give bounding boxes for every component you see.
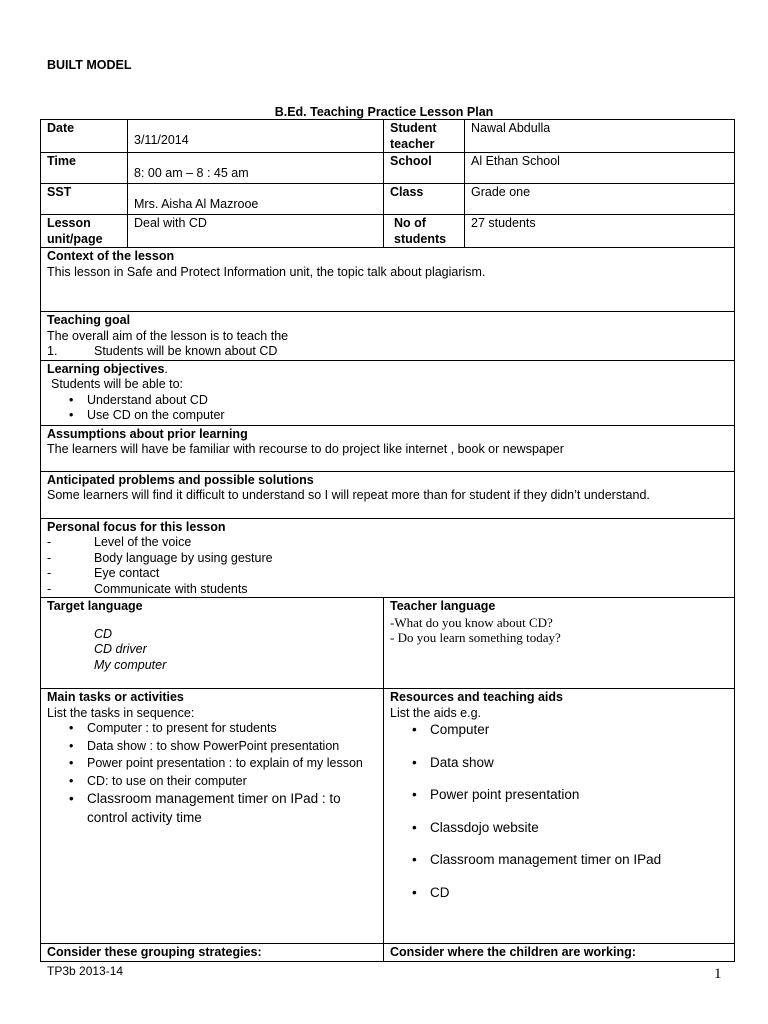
date-value-cell (128, 120, 384, 153)
assumptions-text: The learners will have be familiar with recourse to do project like internet , book or newspaper (47, 442, 564, 456)
sst-label: SST (41, 184, 128, 215)
focus-heading: Personal focus for this lesson (47, 519, 226, 534)
tasks-list-large (47, 789, 377, 827)
tasks-intro: List the tasks in sequence: (47, 705, 195, 720)
tasks-cell (41, 689, 384, 944)
context-cell (41, 248, 735, 312)
row-date (41, 120, 735, 153)
tasks-heading: Main tasks or activities (47, 690, 184, 704)
objectives-heading: Learning objectives (47, 361, 165, 376)
goal-text: Students will be known about CD (94, 344, 278, 358)
list-item: - Level of the voice (47, 535, 728, 551)
row-time (41, 153, 735, 184)
list-item: • Data show : to show PowerPoint presentation (47, 739, 365, 755)
list-item: - Do you learn something today? (390, 630, 561, 645)
list-item: • Power point presentation (390, 786, 728, 804)
assumptions-heading: Assumptions about prior learning (47, 426, 248, 441)
lesson-value: Deal with CD (128, 215, 384, 248)
student-teacher-label: Student teacher (384, 120, 465, 153)
students-label: No of students (384, 215, 465, 248)
lesson-plan-table (40, 119, 735, 962)
resources-cell (384, 689, 735, 944)
focus-cell (41, 518, 735, 598)
list-item: • Computer (390, 721, 728, 739)
list-item: • Computer : to present for students (47, 721, 365, 737)
row-focus (41, 518, 735, 598)
row-objectives (41, 360, 735, 425)
objectives-intro: Students will be able to: (51, 377, 184, 391)
objectives-list (47, 393, 728, 424)
list-item (47, 344, 728, 360)
objectives-cell (41, 360, 735, 425)
time-value-cell (128, 153, 384, 184)
row-context (41, 248, 735, 312)
goal-heading: Teaching goal (47, 313, 131, 327)
list-item: • Power point presentation : to explain of my lesson (47, 756, 365, 772)
list-item: • Classroom management timer on IPad : to control activity time (47, 789, 363, 827)
teacher-language-cell (384, 598, 735, 689)
problems-text: Some learners will find it difficult to understand so I will repeat more than for student if they didn’t understand. (47, 488, 650, 502)
list-item: • CD (390, 884, 728, 902)
goal-intro: The overall aim of the lesson is to teach the (47, 328, 289, 343)
assumptions-cell (41, 425, 735, 471)
resources-list (390, 721, 728, 902)
problems-cell (41, 471, 735, 518)
class-label: Class (384, 184, 465, 215)
list-item: - Body language by using gesture (47, 551, 728, 567)
objectives-heading-line (47, 362, 728, 378)
list-item: • Classroom management timer on IPad (390, 851, 728, 869)
target-language-list (47, 615, 377, 674)
goal-cell (41, 312, 735, 361)
document-label: BUILT MODEL (47, 58, 132, 72)
row-problems (41, 471, 735, 518)
list-item: My computer (94, 657, 167, 672)
context-heading: Context of the lesson (47, 249, 175, 263)
row-tasks (41, 689, 735, 944)
row-language (41, 598, 735, 689)
goal-list (47, 344, 728, 360)
list-item: • Understand about CD (47, 393, 728, 409)
sst-value-cell (128, 184, 384, 215)
row-grouping (41, 944, 735, 962)
list-item: • Classdojo website (390, 819, 728, 837)
list-item: - Eye contact (47, 566, 728, 582)
problems-heading: Anticipated problems and possible solutions (47, 472, 314, 487)
resources-heading: Resources and teaching aids (390, 690, 563, 704)
grouping-right: Consider where the children are working: (384, 944, 735, 962)
objectives-heading-suffix: . (164, 361, 168, 376)
context-text: This lesson in Safe and Protect Information unit, the topic talk about plagiarism. (47, 264, 486, 279)
footer-code: TP3b 2013-14 (47, 964, 124, 978)
list-item: - Communicate with students (47, 582, 728, 598)
time-value: 8: 00 am – 8 : 45 am (134, 166, 249, 180)
resources-intro: List the aids e.g. (390, 705, 482, 720)
school-value: Al Ethan School (465, 153, 735, 184)
date-label: Date (41, 120, 128, 153)
teacher-language-heading: Teacher language (390, 599, 496, 613)
list-item: -What do you know about CD? (390, 614, 553, 630)
document-title: B.Ed. Teaching Practice Lesson Plan (274, 105, 494, 119)
goal-number: 1. (47, 344, 58, 358)
school-label: School (384, 153, 465, 184)
sst-value: Mrs. Aisha Al Mazrooe (134, 197, 259, 211)
lesson-label: Lesson unit/page (41, 215, 128, 248)
list-item: CD driver (94, 642, 147, 656)
row-lesson (41, 215, 735, 248)
target-language-cell (41, 598, 384, 689)
students-value: 27 students (465, 215, 735, 248)
row-goal (41, 312, 735, 361)
grouping-left: Consider these grouping strategies: (41, 944, 384, 962)
list-item: • Use CD on the computer (47, 408, 728, 424)
tasks-list (47, 721, 377, 789)
class-value: Grade one (465, 184, 735, 215)
list-item: • CD: to use on their computer (47, 774, 365, 790)
row-sst (41, 184, 735, 215)
list-item: • Data show (390, 754, 728, 772)
date-value: 3/11/2014 (134, 133, 189, 147)
student-teacher-value: Nawal Abdulla (465, 120, 735, 153)
list-item: CD (94, 626, 113, 641)
row-assumptions (41, 425, 735, 471)
time-label: Time (41, 153, 128, 184)
target-language-heading: Target language (47, 599, 143, 613)
focus-list (47, 535, 728, 597)
page-number: 1 (714, 966, 722, 982)
